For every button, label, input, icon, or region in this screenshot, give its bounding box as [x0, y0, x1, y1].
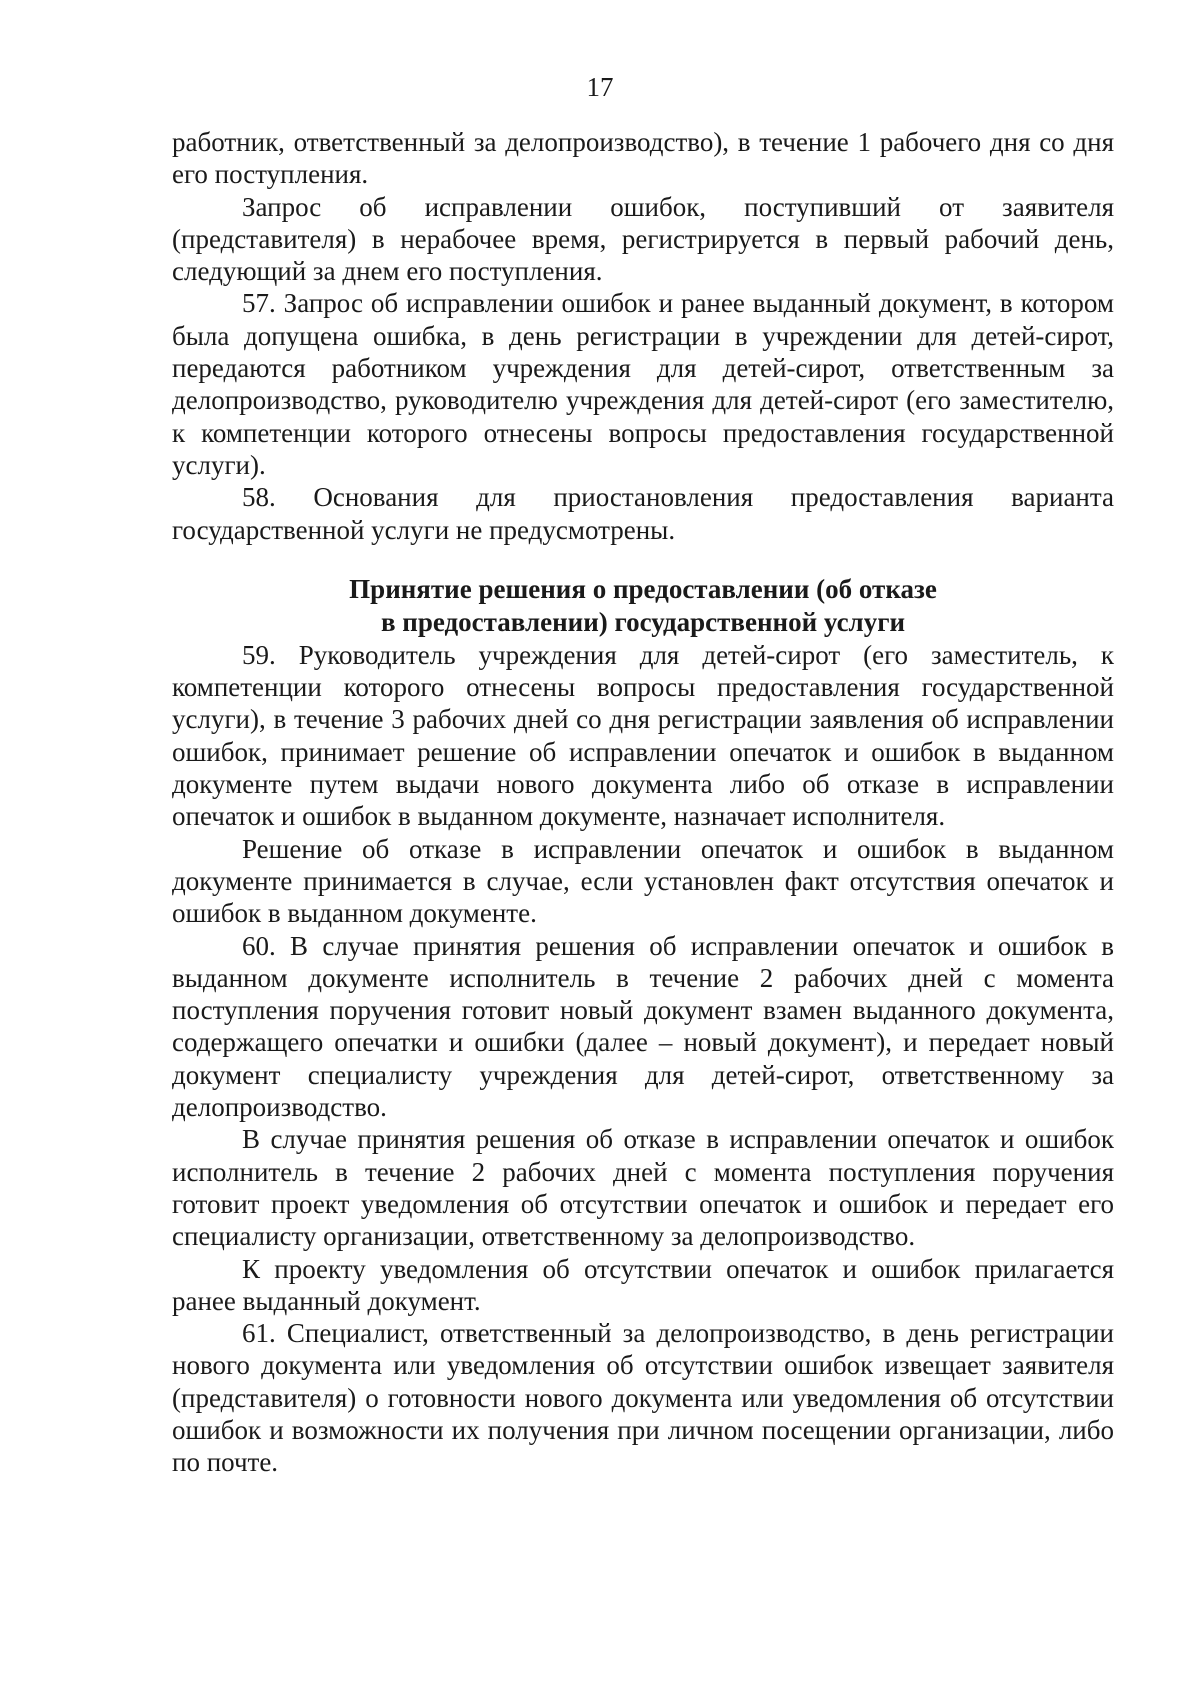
paragraph-58: 58. Основания для приостановления предоставления варианта государственной услуги не предусмотрены.: [172, 482, 1114, 545]
section-heading-line-2: в предоставлении) государственной услуги: [380, 606, 906, 637]
paragraph-refusal-case: В случае принятия решения об отказе в исправлении опечаток и ошибок исполнитель в течение 2 рабочих дней с момента поступления поручения готовит проект уведомления об отсутствии опечаток и ошибок и передает его специалисту организации, ответственному за делопроизводство.: [172, 1124, 1114, 1252]
page-number: 17: [586, 72, 614, 102]
paragraph-attachment: К проекту уведомления об отсутствии опечаток и ошибок прилагается ранее выданный документ.: [172, 1253, 1114, 1316]
paragraph-61: 61. Специалист, ответственный за делопроизводство, в день регистрации нового документа или уведомления об отсутствии ошибок извещает заявителя (представителя) о готовности нового документа или уведомления об отсутствии ошибок и возможности их получения при личном посещении организации, либо по почте.: [172, 1318, 1114, 1478]
paragraph-refusal-decision: Решение об отказе в исправлении опечаток и ошибок в выданном документе принимается в случае, если установлен факт отсутствия опечаток и ошибок в выданном документе.: [172, 833, 1114, 929]
paragraph-57: 57. Запрос об исправлении ошибок и ранее выданный документ, в котором была допущена ошибка, в день регистрации в учреждении для детей-сирот, передаются работником учреждения для детей-сирот, ответственным за делопроизводство, руководителю учреждения для детей-сирот (его заместителю, к компетенции которого отнесены вопросы предоставления государственной услуги).: [172, 288, 1114, 480]
document-body: [172, 126, 1114, 1479]
section-heading-line-1: Принятие решения о предоставлении (об отказе: [349, 573, 937, 604]
paragraph-continuation: работник, ответственный за делопроизводство), в течение 1 рабочего дня со дня его поступления.: [172, 127, 1114, 190]
paragraph-late-request: Запрос об исправлении ошибок, поступивший от заявителя (представителя) в нерабочее время, регистрируется в первый рабочий день, следующий за днем его поступления.: [172, 191, 1114, 287]
paragraph-59: 59. Руководитель учреждения для детей-сирот (его заместитель, к компетенции которого отнесены вопросы предоставления государственной услуги), в течение 3 рабочих дней со дня регистрации заявления об исправлении ошибок, принимает решение об исправлении опечаток и ошибок в выданном документе путем выдачи нового документа либо об отказе в исправлении опечаток и ошибок в выданном документе, назначает исполнителя.: [172, 639, 1114, 832]
section-heading: [172, 573, 1114, 639]
paragraph-60: 60. В случае принятия решения об исправлении опечаток и ошибок в выданном документе исполнитель в течение 2 рабочих дней с момента поступления поручения готовит новый документ взамен выданного документа, содержащего опечатки и ошибки (далее – новый документ), и передает новый документ специалисту учреждения для детей-сирот, ответственному за делопроизводство.: [172, 930, 1114, 1123]
